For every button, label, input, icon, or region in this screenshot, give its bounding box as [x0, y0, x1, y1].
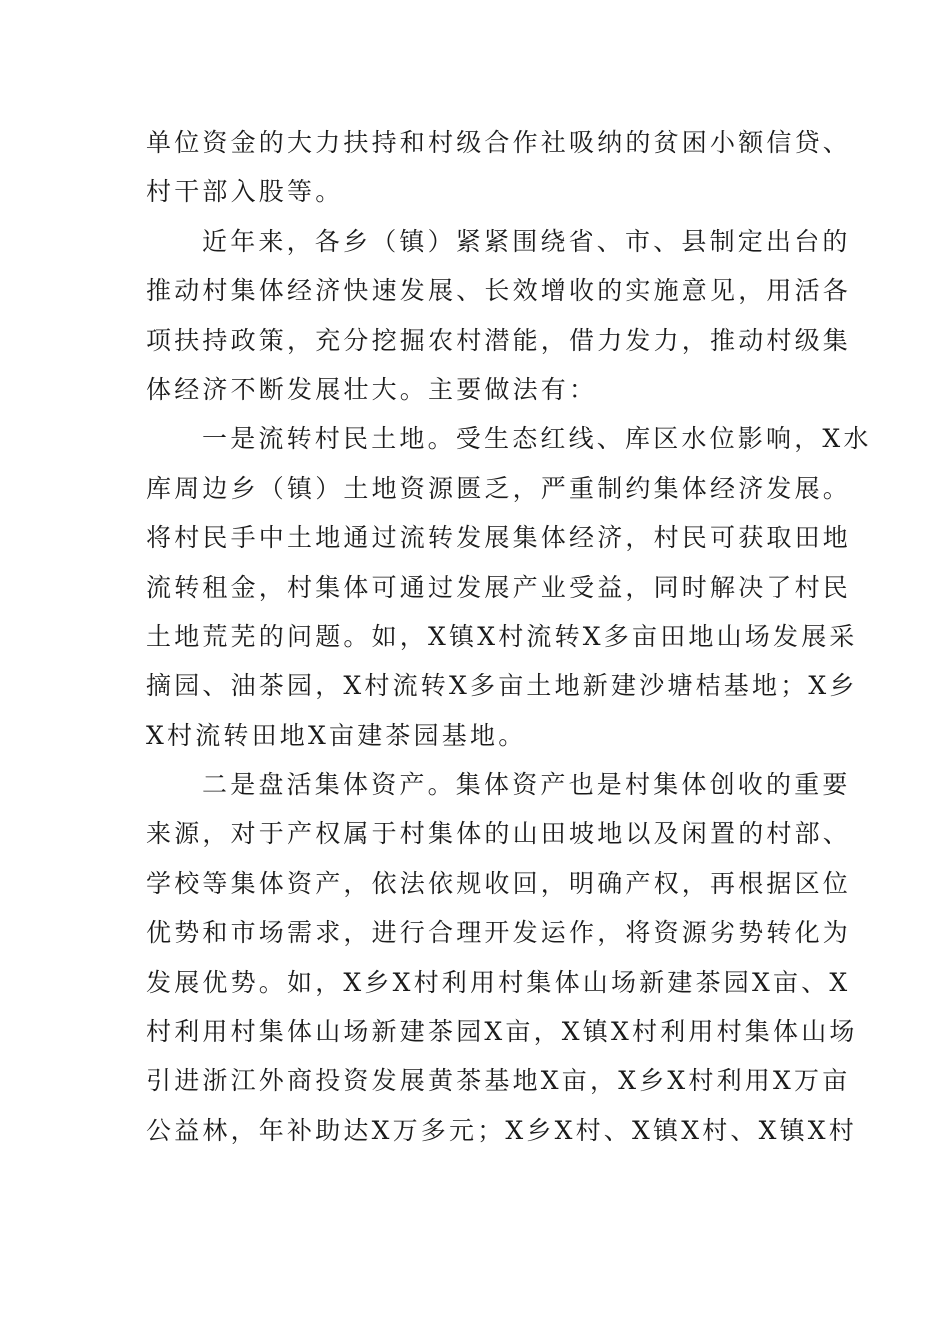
text-line: 优势和市场需求，进行合理开发运作，将资源劣势转化为 — [146, 918, 852, 948]
text-line: X村流转田地X亩建茶园基地。 — [146, 720, 527, 750]
text-line: 摘园、油茶园，X村流转X多亩土地新建沙塘桔基地；X乡 — [146, 671, 858, 701]
paragraph-first-line: 近年来，各乡（镇）紧紧围绕省、市、县制定出台的 — [202, 226, 851, 256]
paragraph-first-line: 一是流转村民土地。受生态红线、库区水位影响，X水 — [202, 424, 872, 454]
text-line: 土地荒芜的问题。如，X镇X村流转X多亩田地山场发展采 — [146, 621, 858, 651]
text-line: 公益林，年补助达X万多元；X乡X村、X镇X村、X镇X村 — [146, 1115, 857, 1145]
text-line: 体经济不断发展壮大。主要做法有： — [146, 374, 598, 404]
text-line: 发展优势。如，X乡X村利用村集体山场新建茶园X亩、X — [146, 967, 851, 997]
text-line: 单位资金的大力扶持和村级合作社吸纳的贫困小额信贷、 — [146, 128, 852, 157]
text-line: 将村民手中土地通过流转发展集体经济，村民可获取田地 — [146, 523, 852, 553]
text-line: 村利用村集体山场新建茶园X亩，X镇X村利用村集体山场 — [146, 1017, 858, 1047]
text-line: 学校等集体资产，依法依规收回，明确产权，再根据区位 — [146, 868, 852, 898]
paragraph-first-line: 二是盘活集体资产。集体资产也是村集体创收的重要 — [202, 770, 851, 800]
text-line: 推动村集体经济快速发展、长效增收的实施意见，用活各 — [146, 276, 852, 306]
text-line: 引进浙江外商投资发展黄茶基地X亩，X乡X村利用X万亩 — [146, 1066, 851, 1096]
text-line: 项扶持政策，充分挖掘农村潜能，借力发力，推动村级集 — [146, 325, 852, 355]
text-line: 流转租金，村集体可通过发展产业受益，同时解决了村民 — [146, 572, 852, 602]
text-line: 村干部入股等。 — [146, 177, 344, 207]
text-line: 库周边乡（镇）土地资源匮乏，严重制约集体经济发展。 — [146, 473, 852, 503]
body-text — [146, 118, 872, 1155]
text-line: 来源，对于产权属于村集体的山田坡地以及闲置的村部、 — [146, 819, 852, 849]
